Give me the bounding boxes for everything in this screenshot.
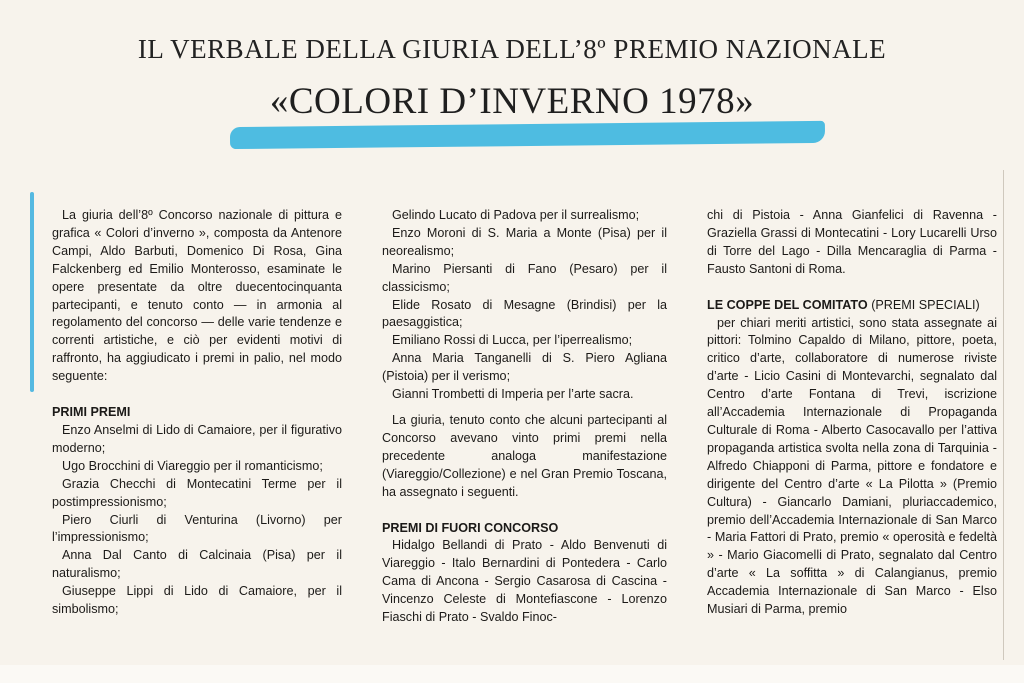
list-item: Gelindo Lucato di Padova per il surrealismo; [392,208,640,222]
fuori-concorso-paragraph: Hidalgo Bellandi di Prato - Aldo Benvenuti di Viareggio - Italo Bernardini di Pontedera - Carlo Cama di Ancona - Sergio Casarosa di Cascina - Vincenzo Celeste di Montefiascone - Lorenzo Fiaschi di Prato - Svaldo Finoc- [382,538,667,625]
list-item: Enzo Anselmi di Lido di Camaiore, per il figurativo moderno; [52,422,342,455]
fuori-concorso-heading: PREMI DI FUORI CONCORSO [382,520,559,535]
coppe-comitato-heading [707,297,997,315]
list-item: Anna Dal Canto di Calcinaia (Pisa) per il naturalismo; [52,548,342,581]
column-3 [707,207,997,619]
page-bottom-margin [0,665,1024,683]
subtitle: «COLORI D’INVERNO 1978» [269,81,755,122]
page-edge-divider [1003,170,1004,660]
list-item: Enzo Moroni di S. Maria a Monte (Pisa) per il neorealismo; [382,225,667,258]
coppe-heading-sub: (PREMI SPECIALI) [871,297,980,312]
list-item: Grazia Checchi di Montecatini Terme per il postimpressionismo; [52,476,342,509]
headline: IL VERBALE DELLA GIURIA DELL’8º PREMIO NAZIONALE [137,34,887,64]
fuori-concorso-continued: chi di Pistoia - Anna Gianfelici di Ravenna - Graziella Grassi di Montecatini - Lory Lucarelli Urso di Torre del Lago - Dilla Mencaraglia di Parma - Fausto Santoni di Roma. [707,208,997,276]
primi-premi-heading: PRIMI PREMI [52,405,131,420]
coppe-heading-main: LE COPPE DEL COMITATO [707,297,868,312]
coppe-paragraph: per chiari meriti artistici, sono stata assegnate ai pittori: Tolmino Capaldo di Milano, pittore, poeta, critico d’arte, collaboratore di numerose riviste d’arte - Licio Casini di Montevarchi, segnalato dal Centro d’arte Fontana di Trevi, iscrizione all’Accademia Internazionale di Propaganda Culturale di Roma - Alberto Casocavallo per l’attiva propaganda artistica svolta nella zona di Tarquinia - Alfredo Chiapponi di Parma, pittore e fondatore e dirigente del Centro d’arte « La Pilotta » (Premio Cultura) - Giancarlo Damiani, pluriaccademico, premio dell’Accademia Internazionale di San Marco - Maria Fattori di Prato, premio « operosità e fedeltà » - Mario Giacomelli di Prato, segnalato dal Centro d’arte « La soffitta » di Calangianus, premio Accademia Internazionale di San Marco - Elso Musiari di Parma, premio [707,315,997,617]
list-item: Emiliano Rossi di Lucca, per l’iperrealismo; [392,333,633,348]
column-2 [382,207,667,627]
list-item: Piero Ciurli di Venturina (Livorno) per l’impressionismo; [52,512,342,545]
list-item: Gianni Trombetti di Imperia per l’arte sacra. [392,387,634,402]
list-item: Marino Piersanti di Fano (Pesaro) per il classicismo; [382,261,667,294]
giuria-note-paragraph: La giuria, tenuto conto che alcuni partecipanti al Concorso avevano vinto primi premi nella precedente analoga manifestazione (Viareggio/Collezione) e nel Gran Premio Toscana, ha assegnato i seguenti. [382,412,667,499]
list-item: Ugo Brocchini di Viareggio per il romanticismo; [62,458,323,473]
column-1 [52,207,342,619]
margin-pen-mark [30,192,34,392]
highlighter-stroke [230,121,825,149]
list-item: Giuseppe Lippi di Lido di Camaiore, per il simbolismo; [52,584,342,617]
list-item: Elide Rosato di Mesagne (Brindisi) per la paesaggistica; [382,297,667,330]
list-item: Anna Maria Tanganelli di S. Piero Agliana (Pistoia) per il verismo; [382,351,667,384]
intro-paragraph: La giuria dell’8º Concorso nazionale di pittura e grafica « Colori d’inverno », composta da Antenore Campi, Aldo Barbuti, Domenico Di Rosa, Gina Falckenberg ed Emilio Monterosso, esaminate le opere presentate da oltre duecentocinquanta partecipanti, e tenuto conto — in armonia al regolamento del concorso — delle varie tendenze e correnti artistiche, e ciò per evidenti motivi di raffronto, ha aggiudicato i premi in palio, nel modo seguente: [52,208,342,384]
